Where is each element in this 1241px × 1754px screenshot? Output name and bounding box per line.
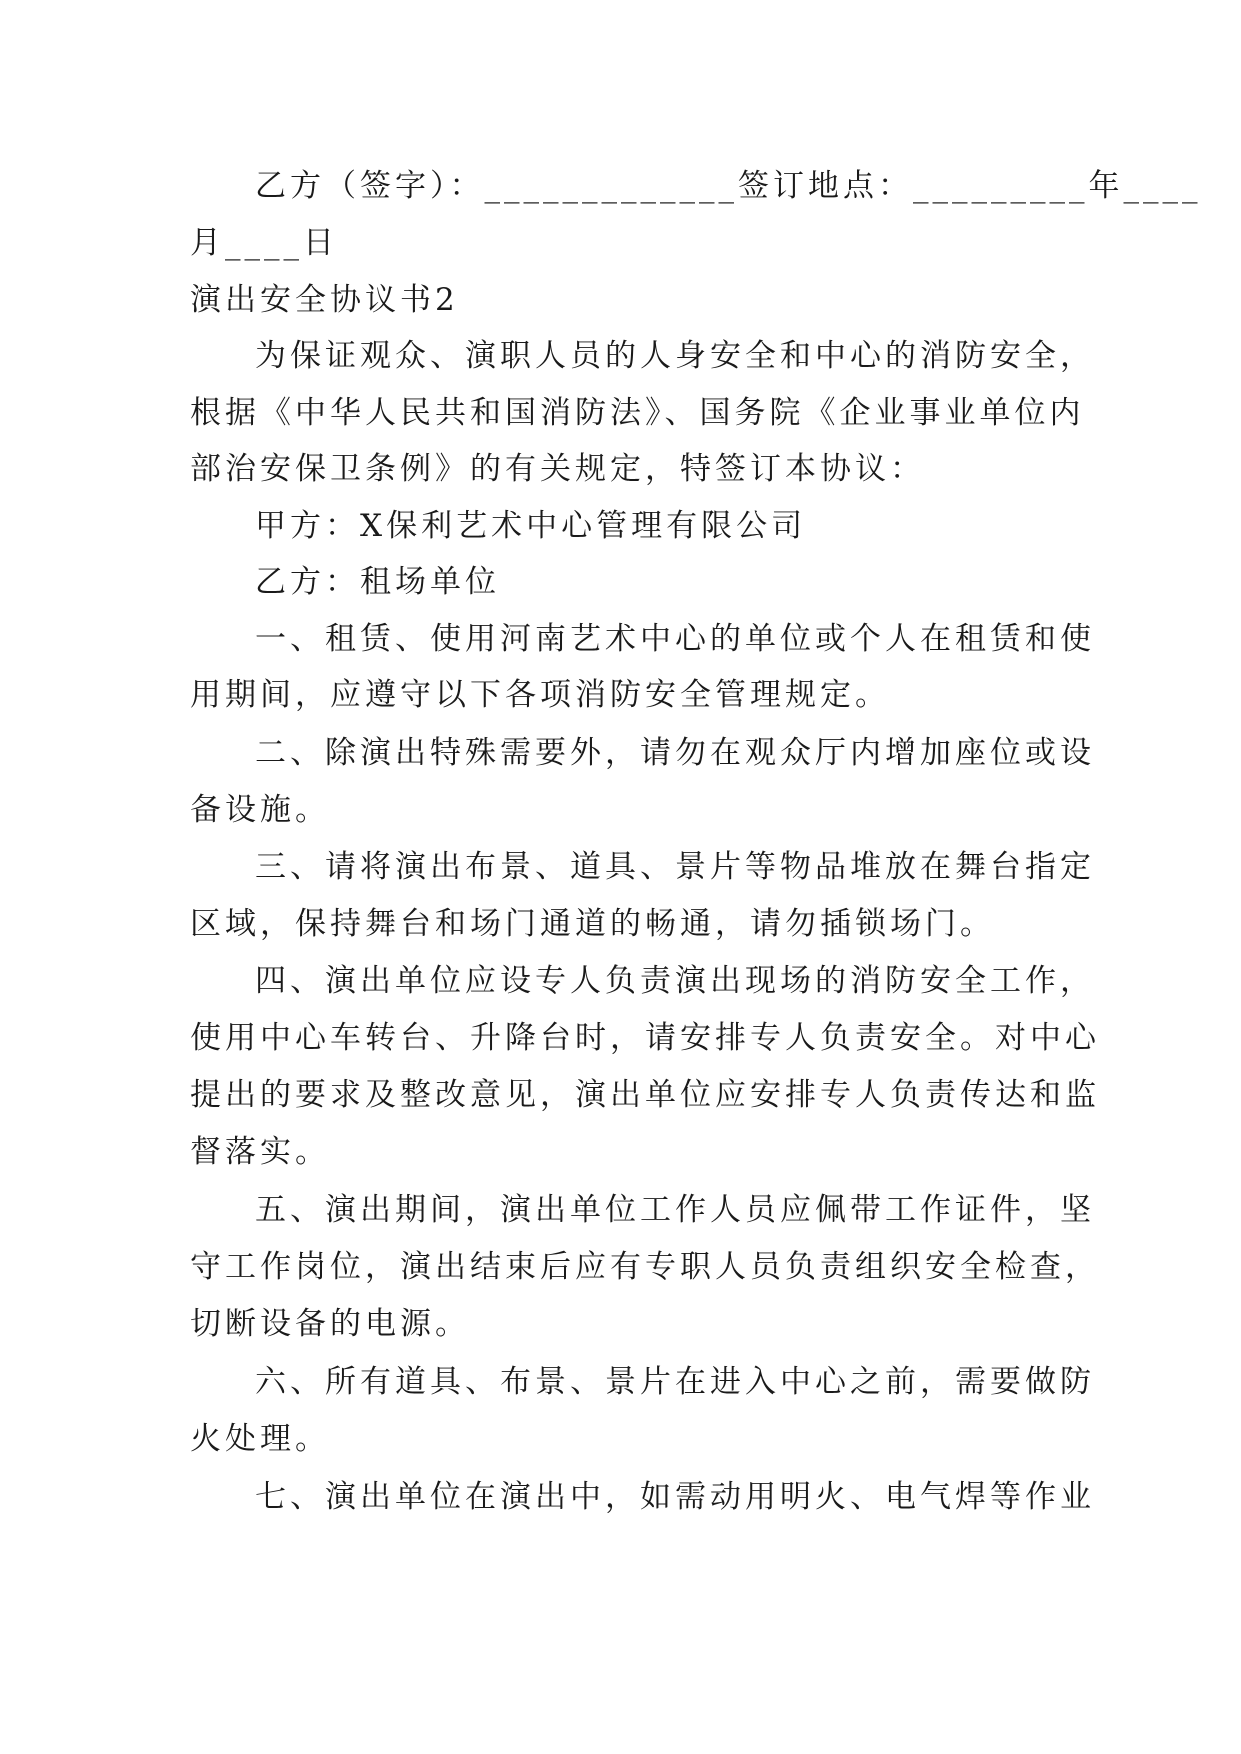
- paragraph-line: 根据《中华人民共和国消防法》、国务院《企业事业单位内: [190, 395, 1085, 431]
- clause-3-line: 区域，保持舞台和场门通道的畅通，请勿插锁场门。: [190, 906, 995, 942]
- clause-7-line: 七、演出单位在演出中，如需动用明火、电气焊等作业: [255, 1479, 1095, 1515]
- clause-4-line: 四、演出单位应设专人负责演出现场的消防安全工作，: [255, 963, 1095, 999]
- party-b: 乙方：租场单位: [255, 564, 500, 600]
- clause-5-line: 切断设备的电源。: [190, 1306, 470, 1342]
- clause-1-line: 用期间，应遵守以下各项消防安全管理规定。: [190, 677, 890, 713]
- clause-4-line: 使用中心车转台、升降台时，请安排专人负责安全。对中心: [190, 1020, 1100, 1056]
- document-title: 演出安全协议书2: [190, 282, 459, 318]
- clause-1-line: 一、租赁、使用河南艺术中心的单位或个人在租赁和使: [255, 621, 1095, 657]
- signature-line: 乙方（签字）：_____________签订地点：_________年____: [255, 168, 1202, 204]
- clause-5-line: 五、演出期间，演出单位工作人员应佩带工作证件，坚: [255, 1192, 1095, 1228]
- paragraph-line: 为保证观众、演职人员的人身安全和中心的消防安全，: [255, 338, 1095, 374]
- clause-4-line: 督落实。: [190, 1134, 330, 1170]
- clause-5-line: 守工作岗位，演出结束后应有专职人员负责组织安全检查，: [190, 1249, 1100, 1285]
- clause-4-line: 提出的要求及整改意见，演出单位应安排专人负责传达和监: [190, 1077, 1100, 1113]
- clause-6-line: 火处理。: [190, 1421, 330, 1457]
- paragraph-line: 部治安保卫条例》的有关规定，特签订本协议：: [190, 451, 925, 487]
- clause-2-line: 备设施。: [190, 792, 330, 828]
- clause-6-line: 六、所有道具、布景、景片在进入中心之前，需要做防: [255, 1364, 1095, 1400]
- signature-date-line: 月____日: [190, 225, 338, 261]
- clause-3-line: 三、请将演出布景、道具、景片等物品堆放在舞台指定: [255, 849, 1095, 885]
- party-a: 甲方：X保利艺术中心管理有限公司: [255, 508, 807, 544]
- clause-2-line: 二、除演出特殊需要外，请勿在观众厅内增加座位或设: [255, 735, 1095, 771]
